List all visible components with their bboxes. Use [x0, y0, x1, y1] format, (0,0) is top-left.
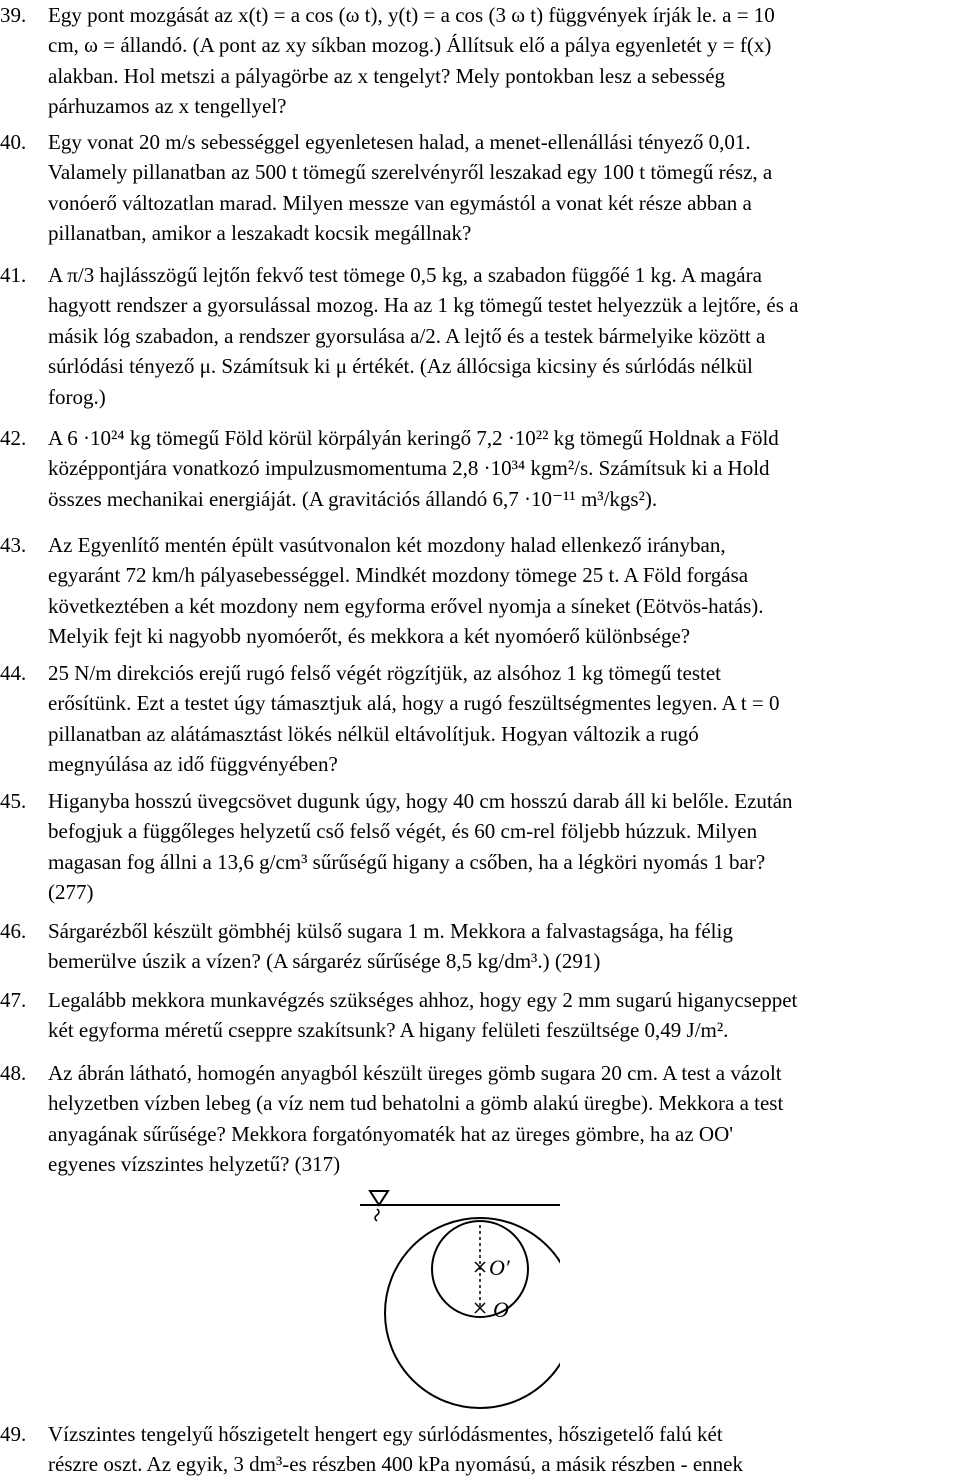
text-line: A π/3 hajlásszögű lejtőn fekvő test tömege 0,5 kg, a szabadon függőé 1 kg. A magára [48, 263, 762, 287]
text-line: részre oszt. Az egyik, 3 dm³-es részben 400 kPa nyomású, a másik részben - ennek [48, 1452, 743, 1477]
problem-number: 41. [0, 263, 27, 287]
text-line: befogjuk a függőleges helyzetű cső felső végét, és 60 cm-rel följebb húzzuk. Milyen [48, 819, 758, 844]
problem-number: 46. [0, 919, 27, 943]
problem-text [48, 530, 956, 652]
text-line: Legalább mekkora munkavégzés szükséges ahhoz, hogy egy 2 mm sugarú higanycseppet [48, 988, 798, 1012]
text-line: párhuzamos az x tengellyel? [48, 94, 287, 119]
text-line: cm, ω = állandó. (A pont az xy síkban mozog.) Állítsuk elő a pálya egyenletét y = f(x) [48, 33, 772, 58]
text-line: súrlódási tényező μ. Számítsuk ki μ értékét. (Az állócsiga kicsiny és súrlódás nélkül [48, 354, 753, 379]
text-line: másik lóg szabadon, a rendszer gyorsulása a/2. A lejtő és a testek bármelyike között a [48, 323, 766, 348]
problem-number: 42. [0, 426, 27, 450]
text-line: összes mechanikai energiáját. (A gravitációs állandó 6,7 ·10⁻¹¹ m³/kgs²). [48, 486, 658, 511]
text-line: pillanatban, amikor a leszakadt kocsik megállnak? [48, 221, 472, 246]
problem-number: 44. [0, 661, 27, 685]
text-line: Vízszintes tengelyű hőszigetelt hengert egy súrlódásmentes, hőszigetelő falú két [48, 1422, 723, 1446]
problem-number: 40. [0, 130, 27, 154]
text-line: hagyott rendszer a gyorsulással mozog. Ha az 1 kg tömegű testet helyezzük a lejtőre, és a [48, 293, 799, 318]
text-line: Egy pont mozgását az x(t) = a cos (ω t), y(t) = a cos (3 ω t) függvények írják le. a = 10 [48, 3, 775, 27]
text-line: Az ábrán látható, homogén anyagból készült üreges gömb sugara 20 cm. A test a vázolt [48, 1061, 782, 1085]
text-line: 25 N/m direkciós erejű rugó felső végét rögzítjük, az alsóhoz 1 kg tömegű testet [48, 661, 721, 685]
problem-text [48, 0, 956, 122]
text-line: vonóerő változatlan marad. Milyen messze van egymástól a vonat két része abban a [48, 190, 752, 215]
text-line: helyzetben vízben lebeg (a víz nem tud behatolni a gömb alakú üregbe). Mekkora a test [48, 1091, 784, 1116]
problem-text [48, 423, 956, 514]
text-line: bemerülve úszik a vízen? (A sárgaréz sűrűsége 8,5 kg/dm³.) (291) [48, 949, 601, 974]
text-line: (277) [48, 880, 94, 905]
problem-text [48, 985, 956, 1046]
text-line: pillanatban az alátámasztást lökés nélkül eltávolítjuk. Hogyan változik a rugó [48, 721, 699, 746]
text-line: A 6 ·10²⁴ kg tömegű Föld körül körpályán keringő 7,2 ·10²² kg tömegű Holdnak a Föld [48, 426, 779, 450]
problem-number: 49. [0, 1422, 27, 1446]
problem-text [48, 916, 956, 977]
problem-number: 39. [0, 3, 27, 27]
problem-text [48, 127, 956, 249]
text-line: egyaránt 72 km/h pályasebességgel. Mindkét mozdony tömege 25 t. A Föld forgása [48, 563, 749, 588]
text-line: Egy vonat 20 m/s sebességgel egyenletesen halad, a menet-ellenállási tényező 0,01. [48, 130, 751, 154]
label-o: O [493, 1297, 509, 1322]
hollow-sphere-figure [360, 1185, 560, 1415]
text-line: alakban. Hol metszi a pályagörbe az x tengelyt? Mely pontokban lesz a sebesség [48, 63, 726, 88]
water-level-triangle [370, 1191, 388, 1205]
outer-sphere [385, 1218, 560, 1408]
text-line: Az Egyenlítő mentén épült vasútvonalon két mozdony halad ellenkező irányban, [48, 533, 726, 557]
text-line: Sárgarézből készült gömbhéj külső sugara 1 m. Mekkora a falvastagsága, ha félig [48, 919, 733, 943]
label-o-prime: O′ [489, 1255, 510, 1280]
problem-number: 47. [0, 988, 27, 1012]
problem-text [48, 786, 956, 908]
water-wave-mark [375, 1209, 379, 1221]
problem-number: 48. [0, 1061, 27, 1085]
problem-text [48, 658, 956, 780]
problem-number: 45. [0, 789, 27, 813]
text-line: egyenes vízszintes helyzetű? (317) [48, 1152, 341, 1177]
text-line: Melyik fejt ki nagyobb nyomóerőt, és mekkora a két nyomóerő különbsége? [48, 624, 691, 649]
text-line: forog.) [48, 384, 106, 409]
text-line: megnyúlása az idő függvényében? [48, 752, 338, 777]
text-line: magasan fog állni a 13,6 g/cm³ sűrűségű higany a csőben, ha a légköri nyomás 1 bar? [48, 849, 766, 874]
problem-text [48, 1058, 956, 1180]
text-line: Higanyba hosszú üvegcsövet dugunk úgy, hogy 40 cm hosszú darab áll ki belőle. Ezután [48, 789, 793, 813]
text-line: erősítünk. Ezt a testet úgy támasztjuk alá, hogy a rugó feszültségmentes legyen. A t = 0 [48, 691, 780, 716]
problem-text [48, 260, 956, 412]
problem-number: 43. [0, 533, 27, 557]
text-line: anyagának sűrűsége? Mekkora forgatónyomaték hat az üreges gömbre, ha az OO' [48, 1121, 734, 1146]
text-line: következtében a két mozdony nem egyforma erővel nyomja a síneket (Eötvös-hatás). [48, 593, 764, 618]
problem-text [48, 1419, 956, 1480]
text-line: Valamely pillanatban az 500 t tömegű szerelvényről leszakad egy 100 t tömegű rész, a [48, 160, 773, 185]
text-line: középpontjára vonatkozó impulzusmomentuma 2,8 ·10³⁴ kgm²/s. Számítsuk ki a Hold [48, 456, 770, 481]
text-line: két egyforma méretű cseppre szakítsunk? A higany felületi feszültsége 0,49 J/m². [48, 1018, 729, 1043]
